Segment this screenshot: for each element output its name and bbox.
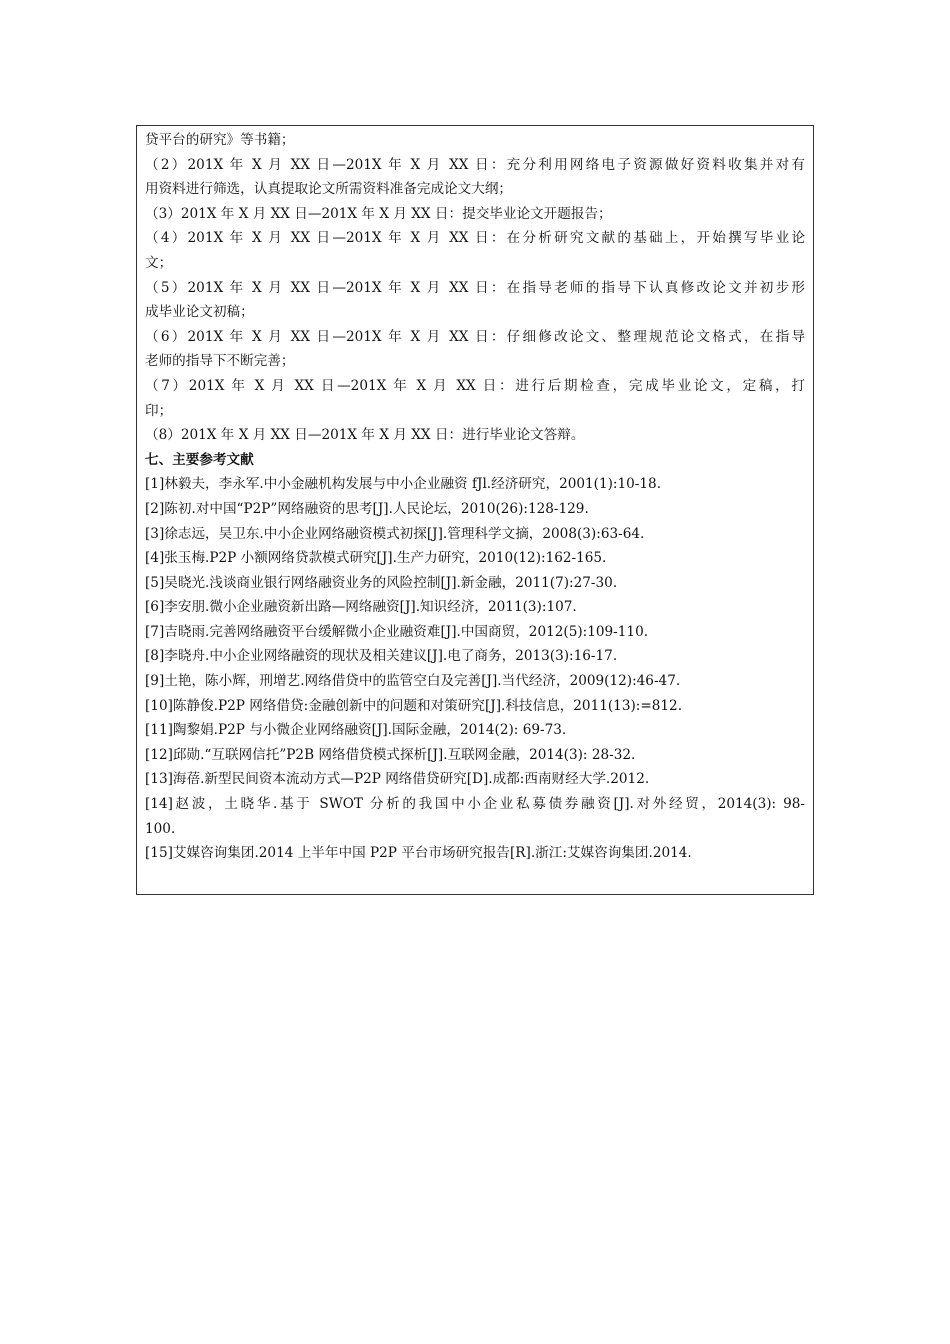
reference-item-15: [15]艾媒咨询集团.2014 上半年中国 P2P 平台市场研究报告[R].浙江:艾媒咨询集团.2014. — [145, 845, 692, 862]
schedule-item-6-line-1: （6）201X 年 X 月 XX 日—201X 年 X 月 XX 日：仔细修改论文、整理规范论文格式，在指导 — [145, 328, 805, 345]
schedule-item-5-line-1: （5）201X 年 X 月 XX 日—201X 年 X 月 XX 日：在指导老师的指导下认真修改论文并初步形 — [145, 279, 805, 296]
reference-item-13: [13]海蓓.新型民间资本流动方式—P2P 网络借贷研究[D].成都:西南财经大学.2012. — [145, 771, 650, 788]
schedule-item-4-line-2: 文； — [145, 254, 173, 271]
reference-item-3: [3]徐志远，吴卫东.中小企业网络融资模式初探[J].管理科学文摘，2008(3):63-64. — [145, 525, 645, 542]
reference-item-10: [10]陈静俊.P2P 网络借贷:金融创新中的问题和对策研究[J].科技信息，2011(13):=812. — [145, 697, 683, 714]
reference-item-14-line-1: [14]赵波，土晓华.基于 SWOT 分析的我国中小企业私募债券融资[J].对外经贸，2014(3): 98- — [145, 796, 805, 813]
schedule-item-3: （3）201X 年 X 月 XX 日—201X 年 X 月 XX 日：提交毕业论文开题报告； — [145, 205, 612, 222]
schedule-item-5-line-2: 成毕业论文初稿； — [145, 304, 254, 321]
schedule-intro-tail: 贷平台的研究》等书籍； — [145, 132, 295, 148]
reference-item-1: [1]林毅夫，李永军.中小金融机构发展与中小企业融资 fJl.经济研究，2001(1):10-18. — [145, 476, 662, 493]
schedule-item-2-line-1: （2）201X 年 X 月 XX 日—201X 年 X 月 XX 日：充分利用网络电子资源做好资料收集并对有 — [145, 156, 805, 173]
reference-item-2: [2]陈初.对中国“P2P”网络融资的思考[J].人民论坛，2010(26):128-129. — [145, 500, 589, 517]
schedule-item-7-line-2: 印； — [145, 402, 173, 419]
reference-item-5: [5]吴晓光.浅谈商业银行网络融资业务的风险控制[J].新金融，2011(7):27-30. — [145, 574, 618, 591]
schedule-item-7-line-1: （7）201X 年 X 月 XX 日—201X 年 X 月 XX 日：进行后期检查，完成毕业论文，定稿，打 — [145, 377, 805, 394]
reference-item-12: [12]邱勋.“互联网信托”P2B 网络借贷模式探析[J].互联网金融，2014(3): 28-32. — [145, 746, 636, 763]
reference-item-7: [7]吉晓雨.完善网络融资平台缓解微小企业融资难[J].中国商贸，2012(5):109-110. — [145, 623, 649, 640]
schedule-item-8: （8）201X 年 X 月 XX 日—201X 年 X 月 XX 日：进行毕业论文答辩。 — [145, 427, 585, 444]
reference-item-6: [6]李安朋.微小企业融资新出路—网络融资[J].知识经济，2011(3):107. — [145, 599, 577, 616]
reference-item-11: [11]陶黎娟.P2P 与小微企业网络融资[J].国际金融，2014(2): 69-73. — [145, 722, 567, 739]
references-heading: 七、主要参考文献 — [145, 451, 254, 468]
schedule-item-4-line-1: （4）201X 年 X 月 XX 日—201X 年 X 月 XX 日：在分析研究文献的基础上，开始撰写毕业论 — [145, 230, 805, 247]
schedule-item-6-line-2: 老师的指导下不断完善； — [145, 353, 295, 370]
reference-item-9: [9]土艳，陈小辉，刑增艺.网络借贷中的监管空白及完善[J].当代经济，2009(12):46-47. — [145, 673, 681, 690]
reference-item-14-line-2: 100. — [145, 820, 176, 837]
reference-item-4: [4]张玉梅.P2P 小额网络贷款模式研究[J].生产力研究，2010(12):162-165. — [145, 550, 607, 567]
reference-item-8: [8]李晓舟.中小企业网络融资的现状及相关建议[J].电了商务，2013(3):16-17. — [145, 648, 618, 665]
document-table-cell — [136, 125, 814, 895]
schedule-item-2-line-2: 用资料进行筛选，认真提取论文所需资料准备完成论文大纲； — [145, 181, 513, 198]
